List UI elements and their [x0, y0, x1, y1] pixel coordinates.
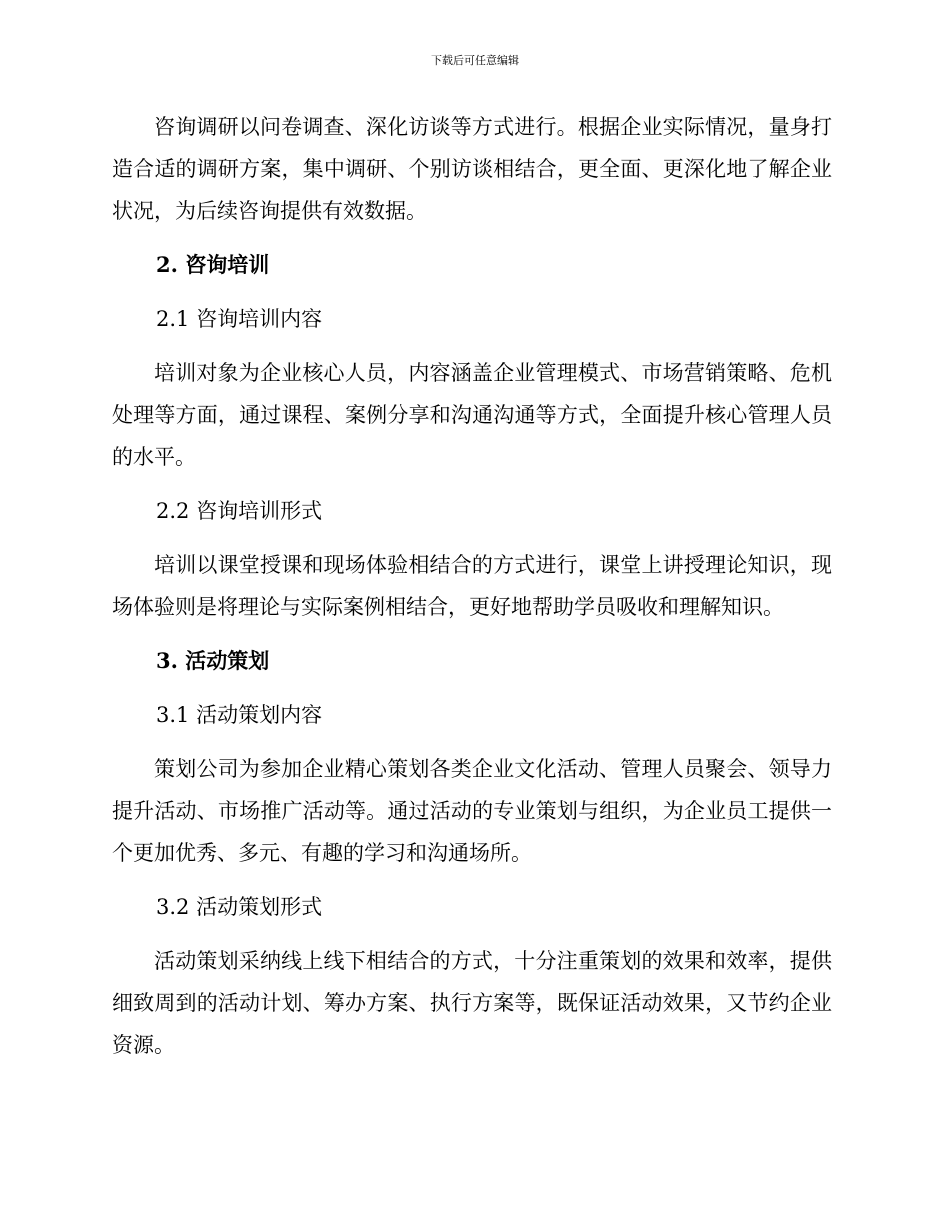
paragraph-event-content: 策划公司为参加企业精心策划各类企业文化活动、管理人员聚会、领导力提升活动、市场推广活动等。通过活动的专业策划与组织，为企业员工提供一个更加优秀、多元、有趣的学习和沟通场所。 [112, 757, 832, 865]
subheading-event-format: 3.2 活动策划形式 [156, 895, 323, 919]
subheading-training-content: 2.1 咨询培训内容 [156, 307, 323, 331]
page-header: 下载后可任意编辑 [431, 54, 519, 67]
section-heading-consulting-training: 2. 咨询培训 [156, 252, 270, 277]
subheading-event-content: 3.1 活动策划内容 [156, 703, 323, 727]
paragraph-event-format: 活动策划采纳线上线下相结合的方式，十分注重策划的效果和效率，提供细致周到的活动计划、筹办方案、执行方案等，既保证活动效果，又节约企业资源。 [112, 949, 832, 1057]
paragraph-survey-method: 咨询调研以问卷调查、深化访谈等方式进行。根据企业实际情况，量身打造合适的调研方案，集中调研、个别访谈相结合，更全面、更深化地了解企业状况，为后续咨询提供有效数据。 [112, 115, 832, 223]
document-body [112, 106, 832, 1078]
section-heading-event-planning: 3. 活动策划 [156, 648, 270, 673]
paragraph-training-content: 培训对象为企业核心人员，内容涵盖企业管理模式、市场营销策略、危机处理等方面，通过课程、案例分享和沟通沟通等方式，全面提升核心管理人员的水平。 [112, 361, 832, 469]
subheading-training-format: 2.2 咨询培训形式 [156, 499, 323, 523]
paragraph-training-format: 培训以课堂授课和现场体验相结合的方式进行，课堂上讲授理论知识，现场体验则是将理论与实际案例相结合，更好地帮助学员吸收和理解知识。 [112, 553, 832, 619]
